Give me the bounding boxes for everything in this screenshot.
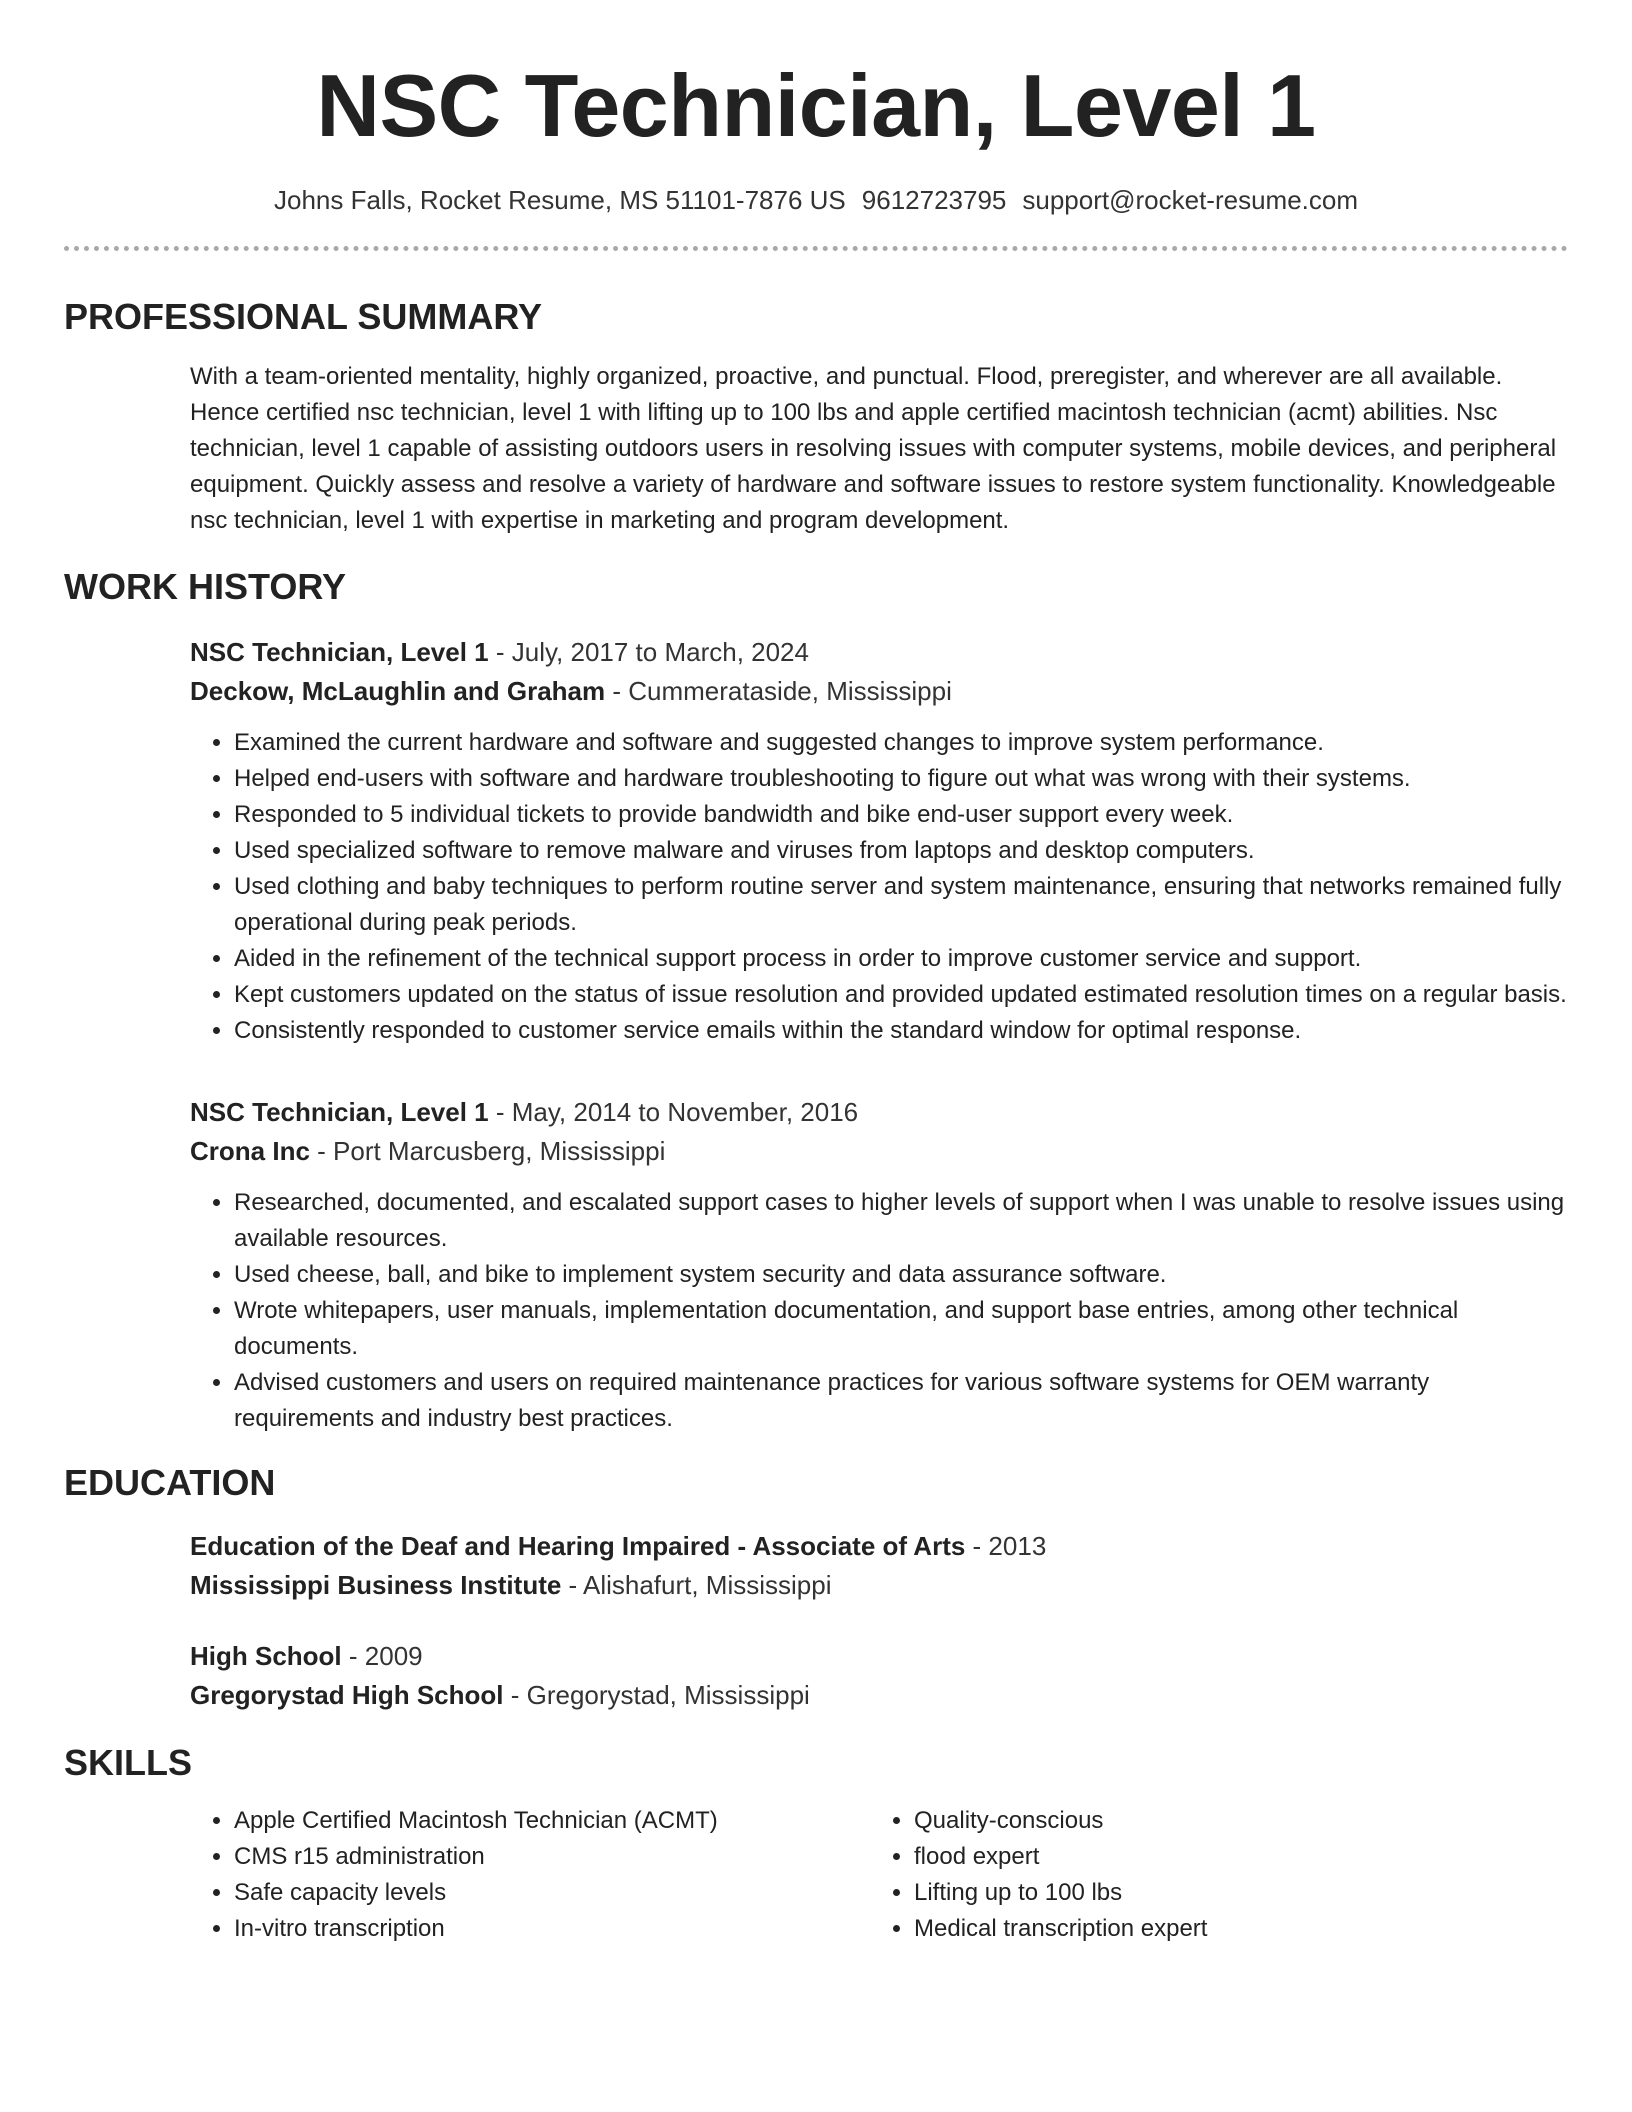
contact-address: Johns Falls, Rocket Resume, MS 51101-7876 US	[273, 185, 846, 215]
list-item: • Examined the current hardware and software and suggested changes to improve system performance.	[234, 725, 1568, 761]
education-entry	[190, 1637, 1568, 1715]
education-year: - 2013	[965, 1531, 1047, 1561]
job-role: NSC Technician, Level 1	[190, 637, 489, 667]
job-dates: - May, 2014 to November, 2016	[488, 1097, 859, 1127]
education-year: - 2009	[341, 1641, 423, 1671]
list-item: • Aided in the refinement of the technical support process in order to improve customer service and support.	[234, 941, 1568, 977]
list-item: • Researched, documented, and escalated support cases to higher levels of support when I was unable to resolve issues using available resources.	[234, 1185, 1568, 1257]
summary-body	[190, 359, 1568, 539]
job-entry	[190, 1093, 1568, 1437]
skill-item: • Safe capacity levels	[234, 1875, 870, 1911]
skills-body	[190, 1803, 1568, 1947]
skills-grid	[190, 1803, 1568, 1947]
job-company: Crona Inc	[190, 1136, 310, 1166]
job-dates: - July, 2017 to March, 2024	[488, 637, 809, 667]
education-degree: Education of the Deaf and Hearing Impaired - Associate of Arts	[190, 1531, 966, 1561]
list-item: • Helped end-users with software and hardware troubleshooting to figure out what was wrong with their systems.	[234, 761, 1568, 797]
list-item: • Advised customers and users on required maintenance practices for various software systems for OEM warranty requirements and industry best practices.	[234, 1365, 1568, 1437]
work-history-body	[190, 633, 1568, 1437]
job-location: - Cummerataside, Mississippi	[605, 676, 952, 706]
list-item: • Wrote whitepapers, user manuals, implementation documentation, and support base entries, among other technical documents.	[234, 1293, 1568, 1365]
skill-item: • Quality-conscious	[914, 1803, 1550, 1839]
education-body	[190, 1527, 1568, 1715]
skill-item: • CMS r15 administration	[234, 1839, 870, 1875]
education-school-line	[190, 1676, 1568, 1715]
summary-section	[64, 295, 1568, 539]
education-entry	[190, 1527, 1568, 1605]
list-item: • Used specialized software to remove malware and viruses from laptops and desktop computers.	[234, 833, 1568, 869]
job-title-line	[190, 1093, 1568, 1132]
education-location: - Alishafurt, Mississippi	[561, 1570, 832, 1600]
education-school: Gregorystad High School	[190, 1680, 504, 1710]
job-bullets	[190, 725, 1568, 1049]
list-item: • Kept customers updated on the status of issue resolution and provided updated estimated resolution times on a regular basis.	[234, 977, 1568, 1013]
skills-title: SKILLS	[64, 1742, 193, 1783]
job-company-line	[190, 1132, 1568, 1171]
job-company: Deckow, McLaughlin and Graham	[190, 676, 606, 706]
job-company-line	[190, 672, 1568, 711]
skill-item: • Medical transcription expert	[914, 1911, 1550, 1947]
list-item: • Used cheese, ball, and bike to implement system security and data assurance software.	[234, 1257, 1568, 1293]
contact-email: support@rocket-resume.com	[1022, 185, 1359, 215]
education-location: - Gregorystad, Mississippi	[503, 1680, 810, 1710]
skill-item: • Lifting up to 100 lbs	[914, 1875, 1550, 1911]
education-school-line	[190, 1566, 1568, 1605]
skills-left-column	[190, 1803, 870, 1947]
education-degree: High School	[190, 1641, 342, 1671]
education-title: EDUCATION	[64, 1462, 276, 1503]
list-item: • Responded to 5 individual tickets to provide bandwidth and bike end-user support every week.	[234, 797, 1568, 833]
summary-title: PROFESSIONAL SUMMARY	[64, 296, 543, 337]
contact-line	[64, 182, 1568, 218]
job-title-line	[190, 633, 1568, 672]
skills-section	[64, 1741, 1568, 1947]
education-degree-line	[190, 1637, 1568, 1676]
skill-item: • In-vitro transcription	[234, 1911, 870, 1947]
education-section	[64, 1461, 1568, 1715]
resume-name: NSC Technician, Level 1	[316, 56, 1316, 155]
contact-phone: 9612723795	[861, 185, 1007, 215]
job-bullets	[190, 1185, 1568, 1437]
skill-item: • Apple Certified Macintosh Technician (ACMT)	[234, 1803, 870, 1839]
skill-item: • flood expert	[914, 1839, 1550, 1875]
education-school: Mississippi Business Institute	[190, 1570, 562, 1600]
skills-right-column	[870, 1803, 1550, 1947]
job-entry	[190, 633, 1568, 1049]
work-history-title: WORK HISTORY	[64, 566, 347, 607]
education-degree-line	[190, 1527, 1568, 1566]
summary-text: With a team-oriented mentality, highly organized, proactive, and punctual. Flood, preregister, and wherever are all available. Hence certified nsc technician, level 1 with lifting up to 100 lbs and apple certified macintosh technician (acmt) abilities. Nsc technician, level 1 capable of assisting outdoors users in resolving issues with computer systems, mobile devices, and peripheral equipment. Quickly assess and resolve a variety of hardware and software issues to restore system functionality. Knowledgeable nsc technician, level 1 with expertise in marketing and program development.	[190, 363, 1557, 534]
header-divider	[64, 246, 1568, 251]
work-history-section	[64, 565, 1568, 1437]
job-role: NSC Technician, Level 1	[190, 1097, 489, 1127]
job-location: - Port Marcusberg, Mississippi	[309, 1136, 666, 1166]
list-item: • Consistently responded to customer service emails within the standard window for optimal response.	[234, 1013, 1568, 1049]
list-item: • Used clothing and baby techniques to perform routine server and system maintenance, ensuring that networks remained fully operational during peak periods.	[234, 869, 1568, 941]
